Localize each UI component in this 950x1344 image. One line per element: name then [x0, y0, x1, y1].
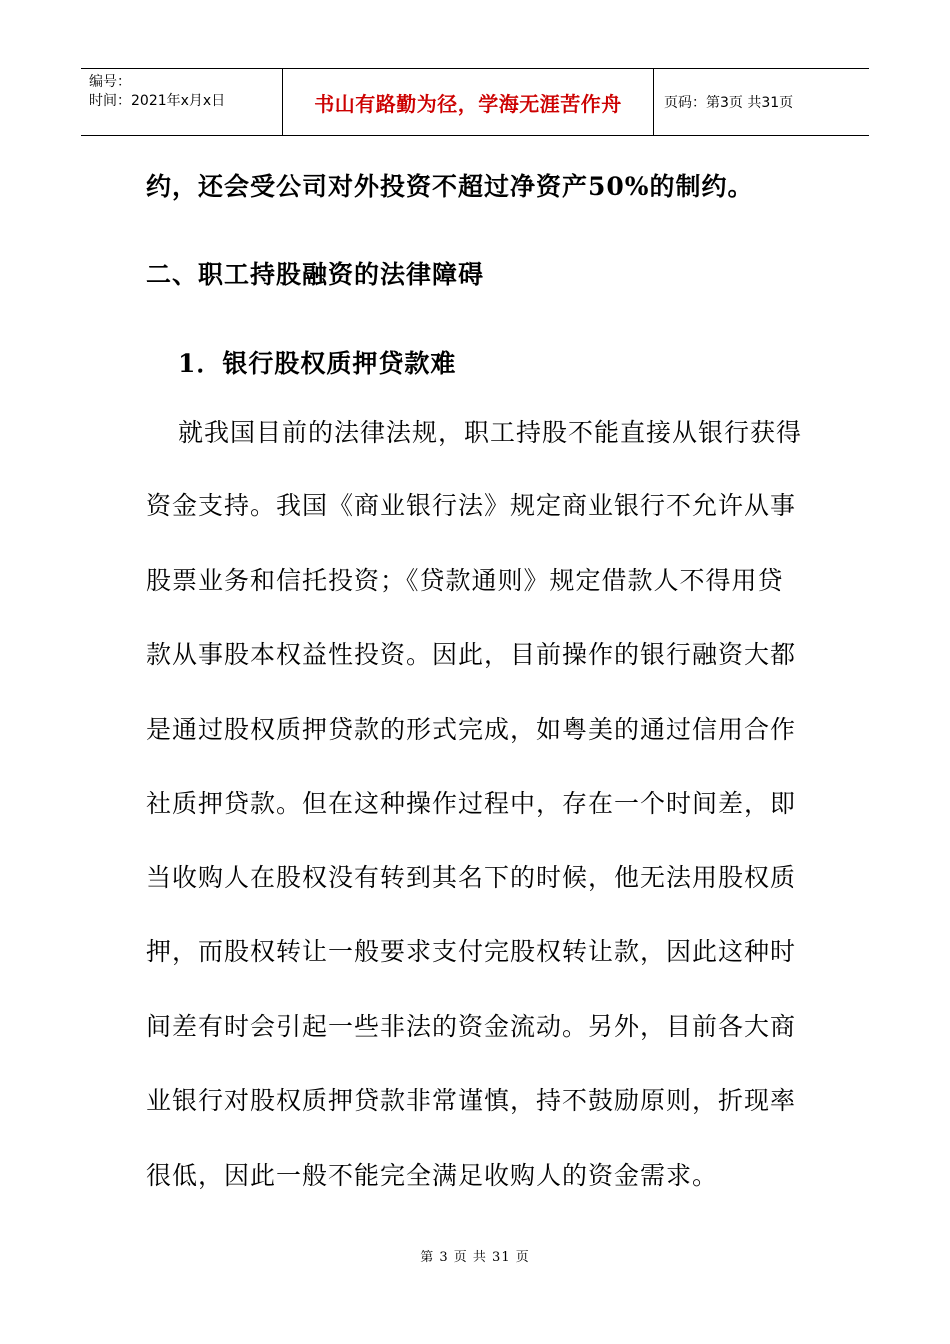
- paragraph-line: 款从事股本权益性投资。因此，目前操作的银行融资大都: [146, 640, 797, 669]
- paragraph-line: 股票业务和信托投资；《贷款通则》规定借款人不得用贷: [146, 566, 784, 595]
- header-meta: [81, 69, 282, 135]
- paragraph-line: 业银行对股权质押贷款非常谨慎，持不鼓励原则，折现率: [146, 1086, 797, 1115]
- paragraph-line: 社质押贷款。但在这种操作过程中，存在一个时间差，即: [146, 789, 797, 818]
- header-page-info: 页码：第3页 共31页: [664, 95, 794, 111]
- paragraph-line: 就我国目前的法律法规，职工持股不能直接从银行获得: [178, 418, 803, 447]
- paragraph-line: 是通过股权质押贷款的形式完成，如粤美的通过信用合作: [146, 715, 797, 744]
- page-header: [81, 68, 869, 136]
- paragraph-line: 当收购人在股权没有转到其名下的时候，他无法用股权质: [146, 863, 797, 892]
- page-footer: 第 3 页 共 31 页: [420, 1250, 530, 1265]
- header-date-label: 时间：2021年x月x日: [89, 93, 226, 109]
- subsection-heading: 1．银行股权质押贷款难: [178, 349, 457, 378]
- paragraph-line: 间差有时会引起一些非法的资金流动。另外，目前各大商: [146, 1012, 797, 1041]
- paragraph-line: 押，而股权转让一般要求支付完股权转让款，因此这种时: [146, 937, 797, 966]
- section-heading: 二、职工持股融资的法律障碍: [146, 260, 485, 289]
- paragraph-line: 很低，因此一般不能完全满足收购人的资金需求。: [146, 1161, 719, 1190]
- paragraph-line: 资金支持。我国《商业银行法》规定商业银行不允许从事: [146, 491, 797, 520]
- body-line-continuation: 约，还会受公司对外投资不超过净资产50%的制约。: [146, 172, 754, 201]
- header-number-label: 编号：: [89, 74, 131, 90]
- header-motto: 书山有路勤为径，学海无涯苦作舟: [282, 69, 654, 135]
